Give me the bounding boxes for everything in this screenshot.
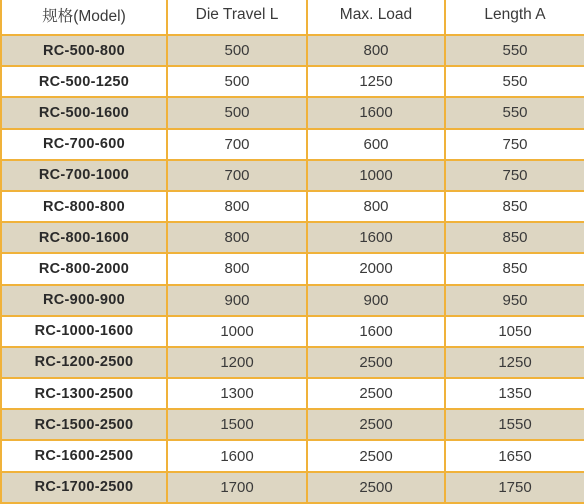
cell-model: RC-1200-2500 xyxy=(1,347,167,378)
header-row xyxy=(1,0,584,35)
cell-max-load: 800 xyxy=(307,191,445,222)
table-row xyxy=(1,253,584,284)
table-row xyxy=(1,129,584,160)
cell-length: 850 xyxy=(445,191,584,222)
cell-max-load: 800 xyxy=(307,35,445,66)
cell-die-travel: 1600 xyxy=(167,440,307,471)
table-row xyxy=(1,222,584,253)
cell-die-travel: 1000 xyxy=(167,316,307,347)
cell-model: RC-500-800 xyxy=(1,35,167,66)
cell-die-travel: 1200 xyxy=(167,347,307,378)
table-row xyxy=(1,285,584,316)
cell-max-load: 2500 xyxy=(307,409,445,440)
cell-max-load: 1600 xyxy=(307,97,445,128)
cell-model: RC-800-800 xyxy=(1,191,167,222)
cell-length: 1550 xyxy=(445,409,584,440)
header-length: Length A xyxy=(445,0,584,35)
cell-max-load: 2500 xyxy=(307,472,445,503)
cell-length: 1250 xyxy=(445,347,584,378)
table-row xyxy=(1,472,584,503)
cell-die-travel: 800 xyxy=(167,253,307,284)
cell-max-load: 1600 xyxy=(307,316,445,347)
cell-length: 750 xyxy=(445,160,584,191)
cell-length: 850 xyxy=(445,222,584,253)
cell-die-travel: 700 xyxy=(167,129,307,160)
cell-die-travel: 500 xyxy=(167,66,307,97)
cell-max-load: 1000 xyxy=(307,160,445,191)
table-row xyxy=(1,409,584,440)
cell-max-load: 2000 xyxy=(307,253,445,284)
cell-length: 1050 xyxy=(445,316,584,347)
cell-length: 550 xyxy=(445,97,584,128)
table-row xyxy=(1,191,584,222)
cell-die-travel: 500 xyxy=(167,35,307,66)
cell-model: RC-900-900 xyxy=(1,285,167,316)
cell-model: RC-700-1000 xyxy=(1,160,167,191)
cell-model: RC-500-1250 xyxy=(1,66,167,97)
cell-die-travel: 800 xyxy=(167,222,307,253)
table-header xyxy=(1,0,584,35)
cell-model: RC-1000-1600 xyxy=(1,316,167,347)
cell-model: RC-1500-2500 xyxy=(1,409,167,440)
table-row xyxy=(1,440,584,471)
cell-max-load: 600 xyxy=(307,129,445,160)
cell-length: 950 xyxy=(445,285,584,316)
cell-length: 550 xyxy=(445,35,584,66)
cell-length: 550 xyxy=(445,66,584,97)
table-row xyxy=(1,160,584,191)
table-row xyxy=(1,316,584,347)
table-row xyxy=(1,97,584,128)
header-max-load: Max. Load xyxy=(307,0,445,35)
cell-model: RC-800-2000 xyxy=(1,253,167,284)
table-row xyxy=(1,347,584,378)
header-model: 规格(Model) xyxy=(1,0,167,35)
cell-model: RC-800-1600 xyxy=(1,222,167,253)
table-row xyxy=(1,66,584,97)
cell-die-travel: 1300 xyxy=(167,378,307,409)
cell-model: RC-700-600 xyxy=(1,129,167,160)
cell-max-load: 2500 xyxy=(307,347,445,378)
cell-length: 850 xyxy=(445,253,584,284)
cell-max-load: 900 xyxy=(307,285,445,316)
cell-die-travel: 500 xyxy=(167,97,307,128)
cell-length: 1350 xyxy=(445,378,584,409)
cell-die-travel: 900 xyxy=(167,285,307,316)
cell-length: 1750 xyxy=(445,472,584,503)
cell-max-load: 1600 xyxy=(307,222,445,253)
cell-die-travel: 1500 xyxy=(167,409,307,440)
table-row xyxy=(1,378,584,409)
cell-model: RC-1600-2500 xyxy=(1,440,167,471)
cell-length: 1650 xyxy=(445,440,584,471)
table-row xyxy=(1,35,584,66)
header-die-travel: Die Travel L xyxy=(167,0,307,35)
cell-die-travel: 800 xyxy=(167,191,307,222)
cell-die-travel: 700 xyxy=(167,160,307,191)
table-body xyxy=(1,35,584,503)
cell-length: 750 xyxy=(445,129,584,160)
cell-max-load: 2500 xyxy=(307,440,445,471)
cell-model: RC-500-1600 xyxy=(1,97,167,128)
cell-model: RC-1700-2500 xyxy=(1,472,167,503)
cell-max-load: 2500 xyxy=(307,378,445,409)
cell-die-travel: 1700 xyxy=(167,472,307,503)
cell-model: RC-1300-2500 xyxy=(1,378,167,409)
cell-max-load: 1250 xyxy=(307,66,445,97)
